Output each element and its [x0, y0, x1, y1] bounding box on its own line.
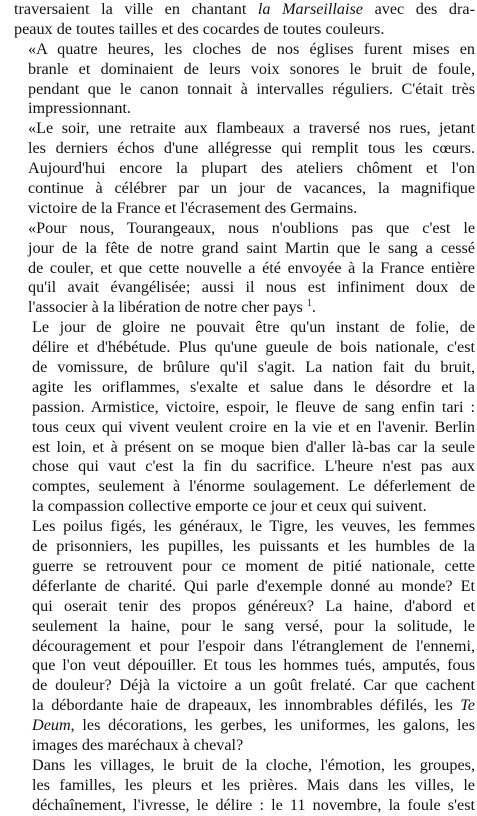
text-line — [32, 597, 475, 617]
text-run: «A quatre heures, les cloches de nos églises furent mises en — [28, 39, 475, 58]
text-line — [32, 656, 475, 676]
footnote-marker: 1 — [306, 298, 312, 310]
text-line — [28, 60, 475, 80]
paragraph-p6 — [14, 517, 475, 756]
text-run: de douleur? Déjà la victoire a un goût frelaté. Car que cachent — [32, 676, 475, 695]
text-line — [32, 477, 475, 497]
text-line — [32, 736, 475, 756]
text-line — [28, 40, 475, 60]
text-line — [32, 637, 475, 657]
text-run: agite les oriflammes, s'exalte et salue dans le désordre et la — [32, 377, 475, 396]
text-line — [32, 517, 475, 537]
paragraph-p1 — [14, 0, 475, 40]
paragraph-p4 — [14, 219, 475, 318]
paragraph-p7 — [14, 756, 475, 816]
text-run: de vomissure, de brûlure qu'il s'agit. La nation fait du bruit, — [32, 358, 475, 377]
text-run: images des maréchaux à cheval? — [32, 735, 244, 754]
text-line — [14, 0, 475, 20]
text-run: la compassion collective emporte ce jour et ceux qui suivent. — [32, 497, 427, 516]
text-line — [32, 318, 475, 338]
text-run: continue à célébrer par un jour de vacances, la magnifique — [28, 179, 475, 198]
text-run: délire et d'hébétude. Plus qu'une gueule de bois nationale, c'est — [32, 338, 475, 357]
text-line — [28, 278, 475, 298]
text-run: l'associer à la libération de notre cher pays — [28, 298, 307, 317]
text-run: comptes, seulement à l'énorme soulagement. Le déferlement de — [32, 477, 475, 496]
text-line — [28, 259, 475, 279]
document-page — [14, 0, 475, 814]
text-line — [32, 716, 475, 736]
text-run: pendant que le canon tonnait à intervalles réguliers. C'était très — [28, 79, 475, 98]
text-line — [32, 756, 475, 776]
text-run: les familles, les pleurs et les prières. Mais dans les villes, le — [32, 775, 475, 794]
text-line — [28, 239, 475, 259]
text-line — [32, 358, 475, 378]
text-line — [32, 398, 475, 418]
text-run: qui oserait tenir des propos généreux? La haine, d'abord et — [32, 596, 475, 615]
italic-run: la Marseillaise — [257, 0, 363, 18]
text-line — [32, 796, 475, 816]
text-run: , les décorations, les gerbes, les uniformes, les galons, les — [70, 716, 475, 735]
text-run: la débordante haie de drapeaux, les innombrables défilés, les — [32, 696, 461, 715]
text-run: avec des dra- — [363, 0, 475, 18]
text-run: Le jour de gloire ne pouvait être qu'un instant de folie, de — [32, 318, 475, 337]
text-run: Aujourd'hui encore la plupart des ateliers chôment et l'on — [28, 159, 475, 178]
text-line — [32, 577, 475, 597]
text-line — [32, 457, 475, 477]
paragraph-p3 — [14, 119, 475, 218]
text-line — [32, 557, 475, 577]
text-line — [32, 696, 475, 716]
text-run: passion. Armistice, victoire, espoir, le fleuve de sang enfin tari : — [32, 397, 475, 416]
italic-run: Te — [460, 696, 475, 715]
text-line — [32, 497, 475, 517]
text-run: Dans les villages, le bruit de la cloche, l'émotion, les groupes, — [32, 755, 475, 774]
text-run: traversaient la ville en chantant — [14, 0, 258, 18]
text-line — [28, 159, 475, 179]
text-line — [28, 99, 475, 119]
text-run: déchaînement, l'ivresse, le délire : le 11 novembre, la foule s'est — [32, 795, 475, 814]
text-line — [32, 418, 475, 438]
text-line — [28, 119, 475, 139]
text-run: . — [311, 298, 316, 317]
text-run: seulement la haine, pour le sang versé, pour la solitude, le — [32, 616, 475, 635]
text-run: jour de la fête de notre grand saint Martin que le sang a cessé — [28, 238, 475, 257]
text-line — [32, 378, 475, 398]
text-run: chose qui vaut c'est la fin du sacrifice. L'heure n'est pas aux — [32, 457, 475, 476]
text-line — [32, 617, 475, 637]
text-run: tous ceux qui vivent veulent croire en la vie et en l'avenir. Berlin — [32, 417, 475, 436]
text-run: «Pour nous, Tourangeaux, nous n'oublions pas que c'est le — [28, 218, 475, 237]
text-run: que l'on veut dépouiller. Et tous les hommes tués, amputés, fous — [32, 656, 475, 675]
text-line — [28, 139, 475, 159]
text-run: «Le soir, une retraite aux flambeaux a traversé nos rues, jetant — [28, 119, 475, 138]
text-run: peaux de toutes tailles et des cocardes de toutes couleurs. — [14, 19, 385, 38]
paragraph-p2 — [14, 40, 475, 120]
text-line — [32, 438, 475, 458]
text-run: est loin, et à présent on se moque bien d'aller là-bas car la seule — [32, 437, 475, 456]
text-run: victoire de la France et l'écrasement des Germains. — [28, 198, 358, 217]
text-run: découragement et pour l'espoir dans l'étranglement de l'ennemi, — [32, 636, 475, 655]
italic-run: Deum — [32, 716, 71, 735]
paragraph-p5 — [14, 318, 475, 517]
text-run: branle et dominaient de leurs voix sonores le bruit de foule, — [28, 59, 475, 78]
text-line — [32, 676, 475, 696]
text-line — [28, 179, 475, 199]
text-run: déferlante de charité. Qui parle d'exemple donné au monde? Et — [32, 576, 475, 595]
text-line — [32, 776, 475, 796]
text-line — [28, 298, 475, 318]
text-line — [14, 20, 475, 40]
text-line — [28, 80, 475, 100]
text-run: de couler, et que cette nouvelle a été envoyée à la France entière — [28, 258, 475, 277]
text-run: les derniers échos d'une allégresse qui remplit tous les cœurs. — [28, 139, 475, 158]
text-run: de prisonniers, les pupilles, les puissants et les humbles de la — [32, 537, 475, 556]
text-line — [28, 199, 475, 219]
text-run: Les poilus figés, les généraux, le Tigre, les veuves, les femmes — [32, 517, 475, 536]
text-run: qu'il avait évangélisée; aussi il nous est infiniment doux de — [28, 278, 475, 297]
text-run: impressionnant. — [28, 99, 131, 118]
text-line — [32, 537, 475, 557]
text-run: guerre se retrouvent pour ce moment de pitié nationale, cette — [32, 556, 475, 575]
text-line — [32, 338, 475, 358]
text-line — [28, 219, 475, 239]
